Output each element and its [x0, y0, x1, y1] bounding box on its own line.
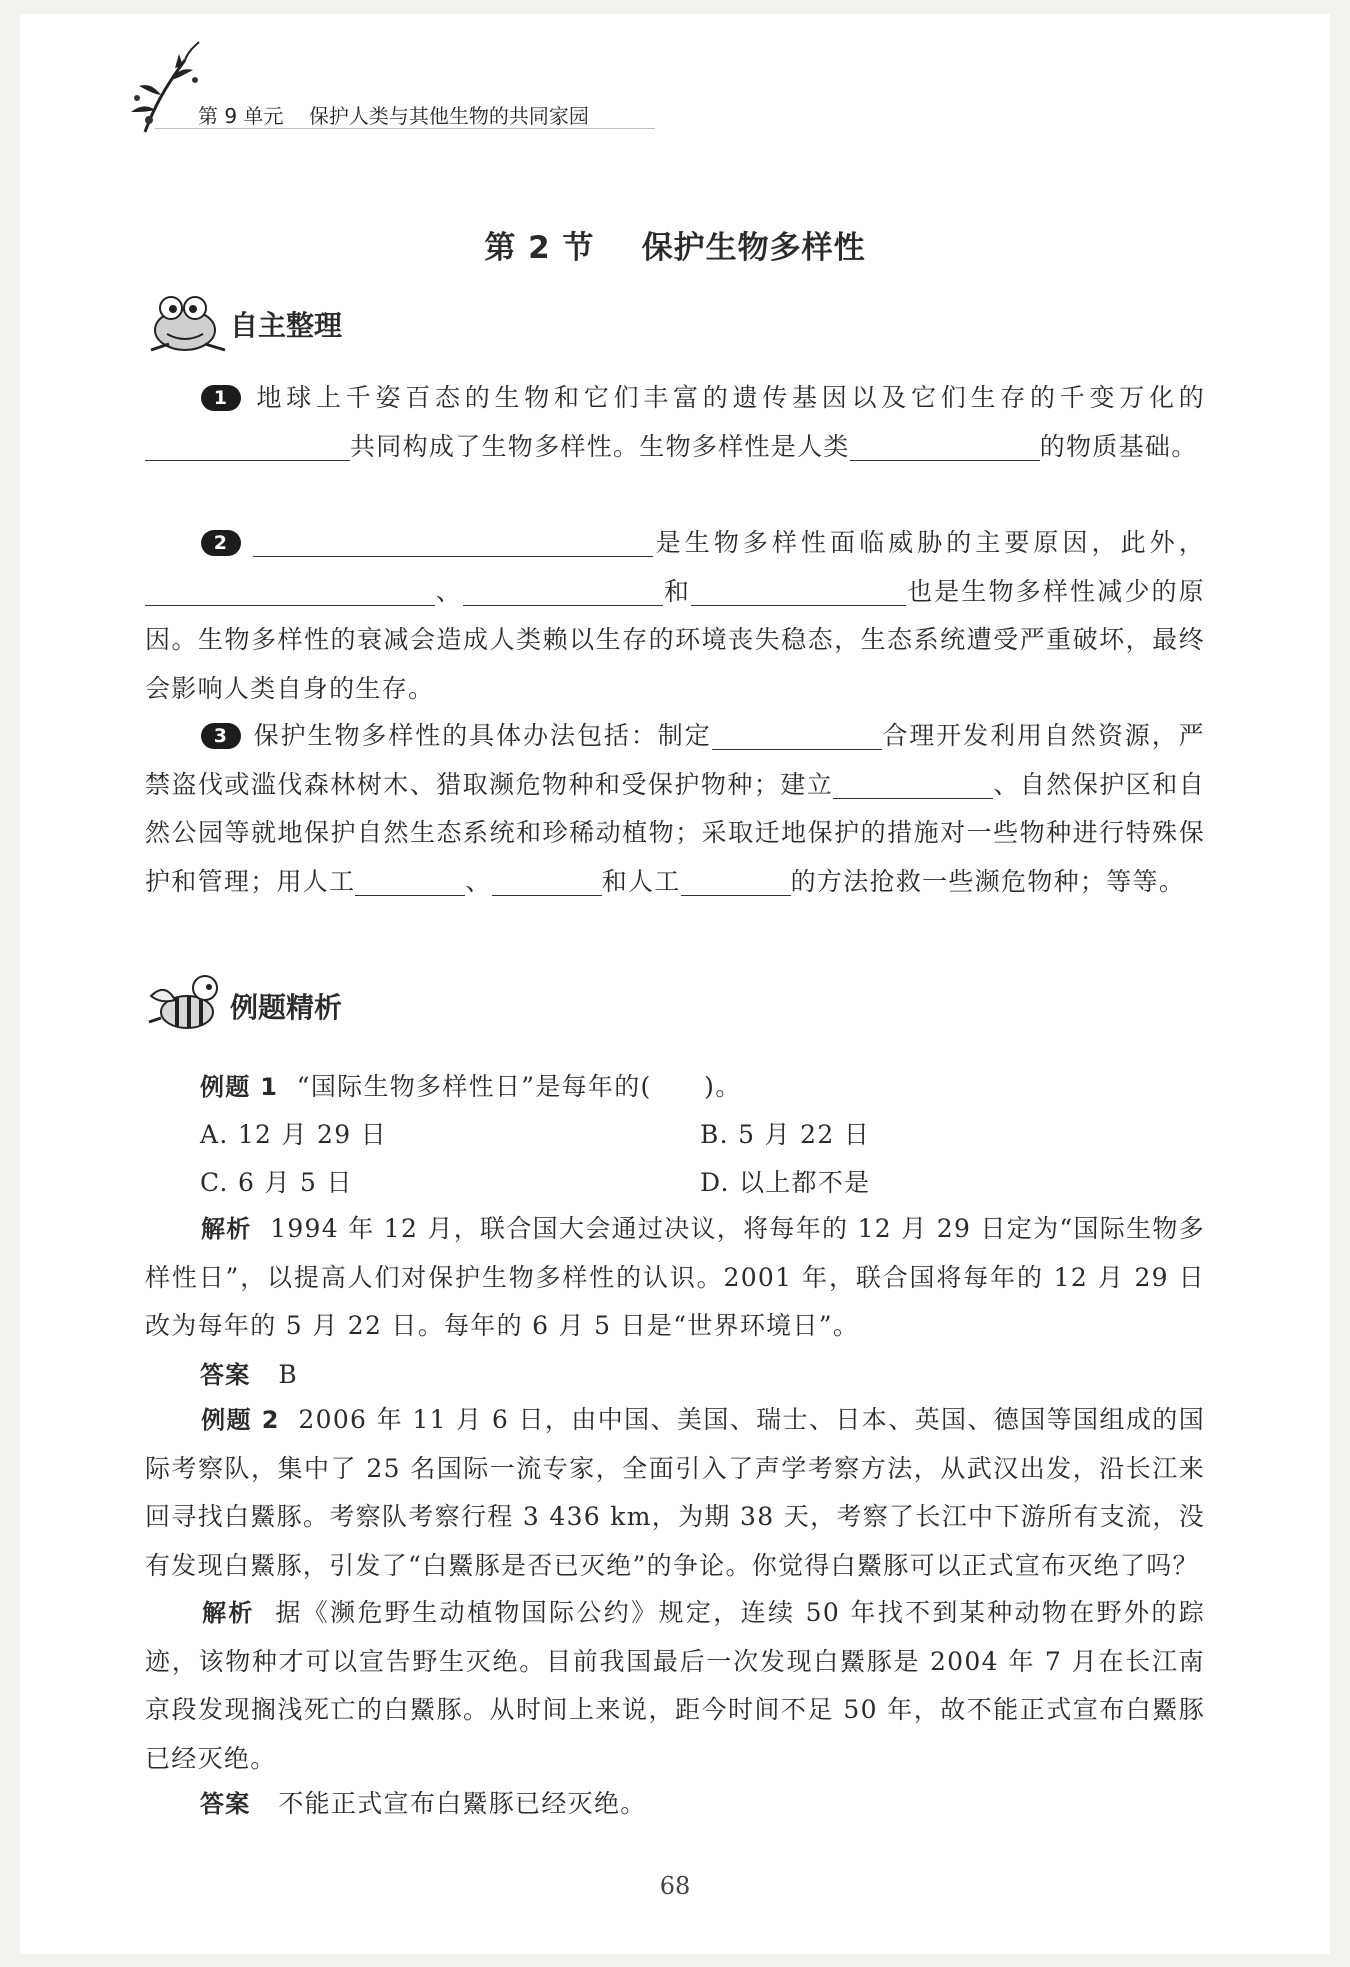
option-c[interactable]: C. 6 月 5 日 [200, 1168, 353, 1197]
question-text: “国际生物多样性日”是每年的( )。 [296, 1072, 742, 1101]
answer-blank[interactable] [833, 768, 993, 799]
answer-blank[interactable] [145, 575, 435, 606]
answer-blank[interactable] [253, 526, 653, 557]
running-header [198, 100, 589, 129]
fill-in-item-3 [145, 712, 1205, 906]
answer-label: 答案 [200, 1790, 251, 1818]
example-1-answer [200, 1355, 298, 1390]
item2-text-1: 是生物多样性面临威胁的主要原因，此外， [653, 528, 1205, 557]
frog-mascot-icon [145, 290, 229, 356]
item-number-badge: 1 [201, 385, 241, 411]
item3-text-1: 保护生物多样性的具体办法包括：制定 [253, 721, 712, 750]
item2-text-3: 和 [663, 576, 692, 606]
item2-text-2: 、 [435, 576, 464, 606]
example-2-analysis [145, 1589, 1205, 1783]
unit-number: 第 9 单元 [198, 104, 284, 128]
section-title: 第 2 节 保护生物多样性 [484, 230, 866, 266]
analysis-label: 解析 [201, 1599, 255, 1627]
section-heading-label: 例题精析 [230, 991, 343, 1024]
answer-blank[interactable] [681, 865, 791, 896]
answer-blank[interactable] [145, 430, 350, 461]
page-number: 68 [659, 1872, 691, 1900]
item-number-badge: 2 [201, 530, 241, 556]
analysis-text: 1994 年 12 月，联合国大会通过决议，将每年的 12 月 29 日定为“国际生物多样性日”，以提高人们对保护生物多样性的认识。2001 年，联合国将每年的 12 月 29 日改为每年的 5 月 22 日。每年的 6 月 5 日是“世界环境日”。 [145, 1214, 1205, 1340]
header-rule [155, 128, 655, 129]
answer-blank[interactable] [712, 719, 882, 750]
item3-text-2: 合理开发利用自然资源，严禁盗伐或滥伐森林树木、猎取濒危物种和受保护物种；建立 [145, 721, 1205, 799]
item1-text-3: 的物质基础。 [1039, 431, 1198, 461]
item3-text-6: 的方法抢救一些濒危物种；等等。 [790, 866, 1186, 896]
example-2-question [145, 1396, 1205, 1590]
answer-blank[interactable] [850, 430, 1040, 461]
question-text: 2006 年 11 月 6 日，由中国、美国、瑞士、日本、英国、德国等国组成的国际考察队，集中了 25 名国际一流专家，全面引入了声学考察方法，从武汉出发，沿长江来回寻找白鱀豚。考察队考察行程 3 436 km，为期 38 天，考察了长江中下游所有支流，没有发现白鱀豚，引发了“白鱀豚是否已灭绝”的争论。你觉得白鱀豚可以正式宣布灭绝了吗？ [145, 1405, 1205, 1580]
fill-in-item-1 [145, 374, 1205, 471]
fill-in-item-2 [145, 519, 1205, 713]
answer-blank[interactable] [691, 575, 906, 606]
bee-mascot-icon [145, 972, 229, 1038]
item-number-badge: 3 [201, 723, 241, 749]
example-label: 例题 1 [200, 1073, 279, 1101]
answer-label: 答案 [200, 1361, 251, 1389]
item2-text-4: 也是生物多样性减少的原因。生物多样性的衰减会造成人类赖以生存的环境丧失稳态，生态系统遭受严重破坏，最终会影响人类自身的生存。 [145, 576, 1205, 703]
answer-blank[interactable] [463, 575, 663, 606]
example-label: 例题 2 [201, 1406, 280, 1434]
analysis-text: 据《濒危野生动植物国际公约》规定，连续 50 年找不到某种动物在野外的踪迹，该物种才可以宣告野生灭绝。目前我国最后一次发现白鱀豚是 2004 年 7 月在长江南京段发现搁浅死亡的白鱀豚。从时间上来说，距今时间不足 50 年，故不能正式宣布白鱀豚已经灭绝。 [145, 1598, 1205, 1773]
item1-text-2: 共同构成了生物多样性。生物多样性是人类 [350, 431, 850, 461]
item1-text-1: 地球上千姿百态的生物和它们丰富的遗传基因以及它们生存的千变万化的 [253, 383, 1205, 412]
answer-text: B [278, 1360, 299, 1389]
example-1-analysis [145, 1205, 1205, 1351]
option-a[interactable]: A. 12 月 29 日 [200, 1120, 388, 1149]
example-1-question [200, 1067, 742, 1103]
option-b[interactable]: B. 5 月 22 日 [700, 1120, 871, 1149]
answer-blank[interactable] [355, 865, 465, 896]
section-heading-label: 自主整理 [230, 309, 343, 342]
unit-title: 保护人类与其他生物的共同家园 [308, 104, 589, 128]
item3-text-5: 和人工 [601, 866, 681, 896]
answer-text: 不能正式宣布白鱀豚已经灭绝。 [278, 1789, 647, 1818]
analysis-label: 解析 [201, 1215, 252, 1243]
answer-blank[interactable] [492, 865, 602, 896]
item3-text-4: 、 [465, 866, 492, 896]
item3-text-3: 、自然保护区和自然公园等就地保护自然生态系统和珍稀动植物；采取迁地保护的措施对一些物种进行特殊保护和管理；用人工 [145, 769, 1205, 896]
option-d[interactable]: D. 以上都不是 [700, 1168, 871, 1197]
example-2-answer [200, 1784, 647, 1820]
